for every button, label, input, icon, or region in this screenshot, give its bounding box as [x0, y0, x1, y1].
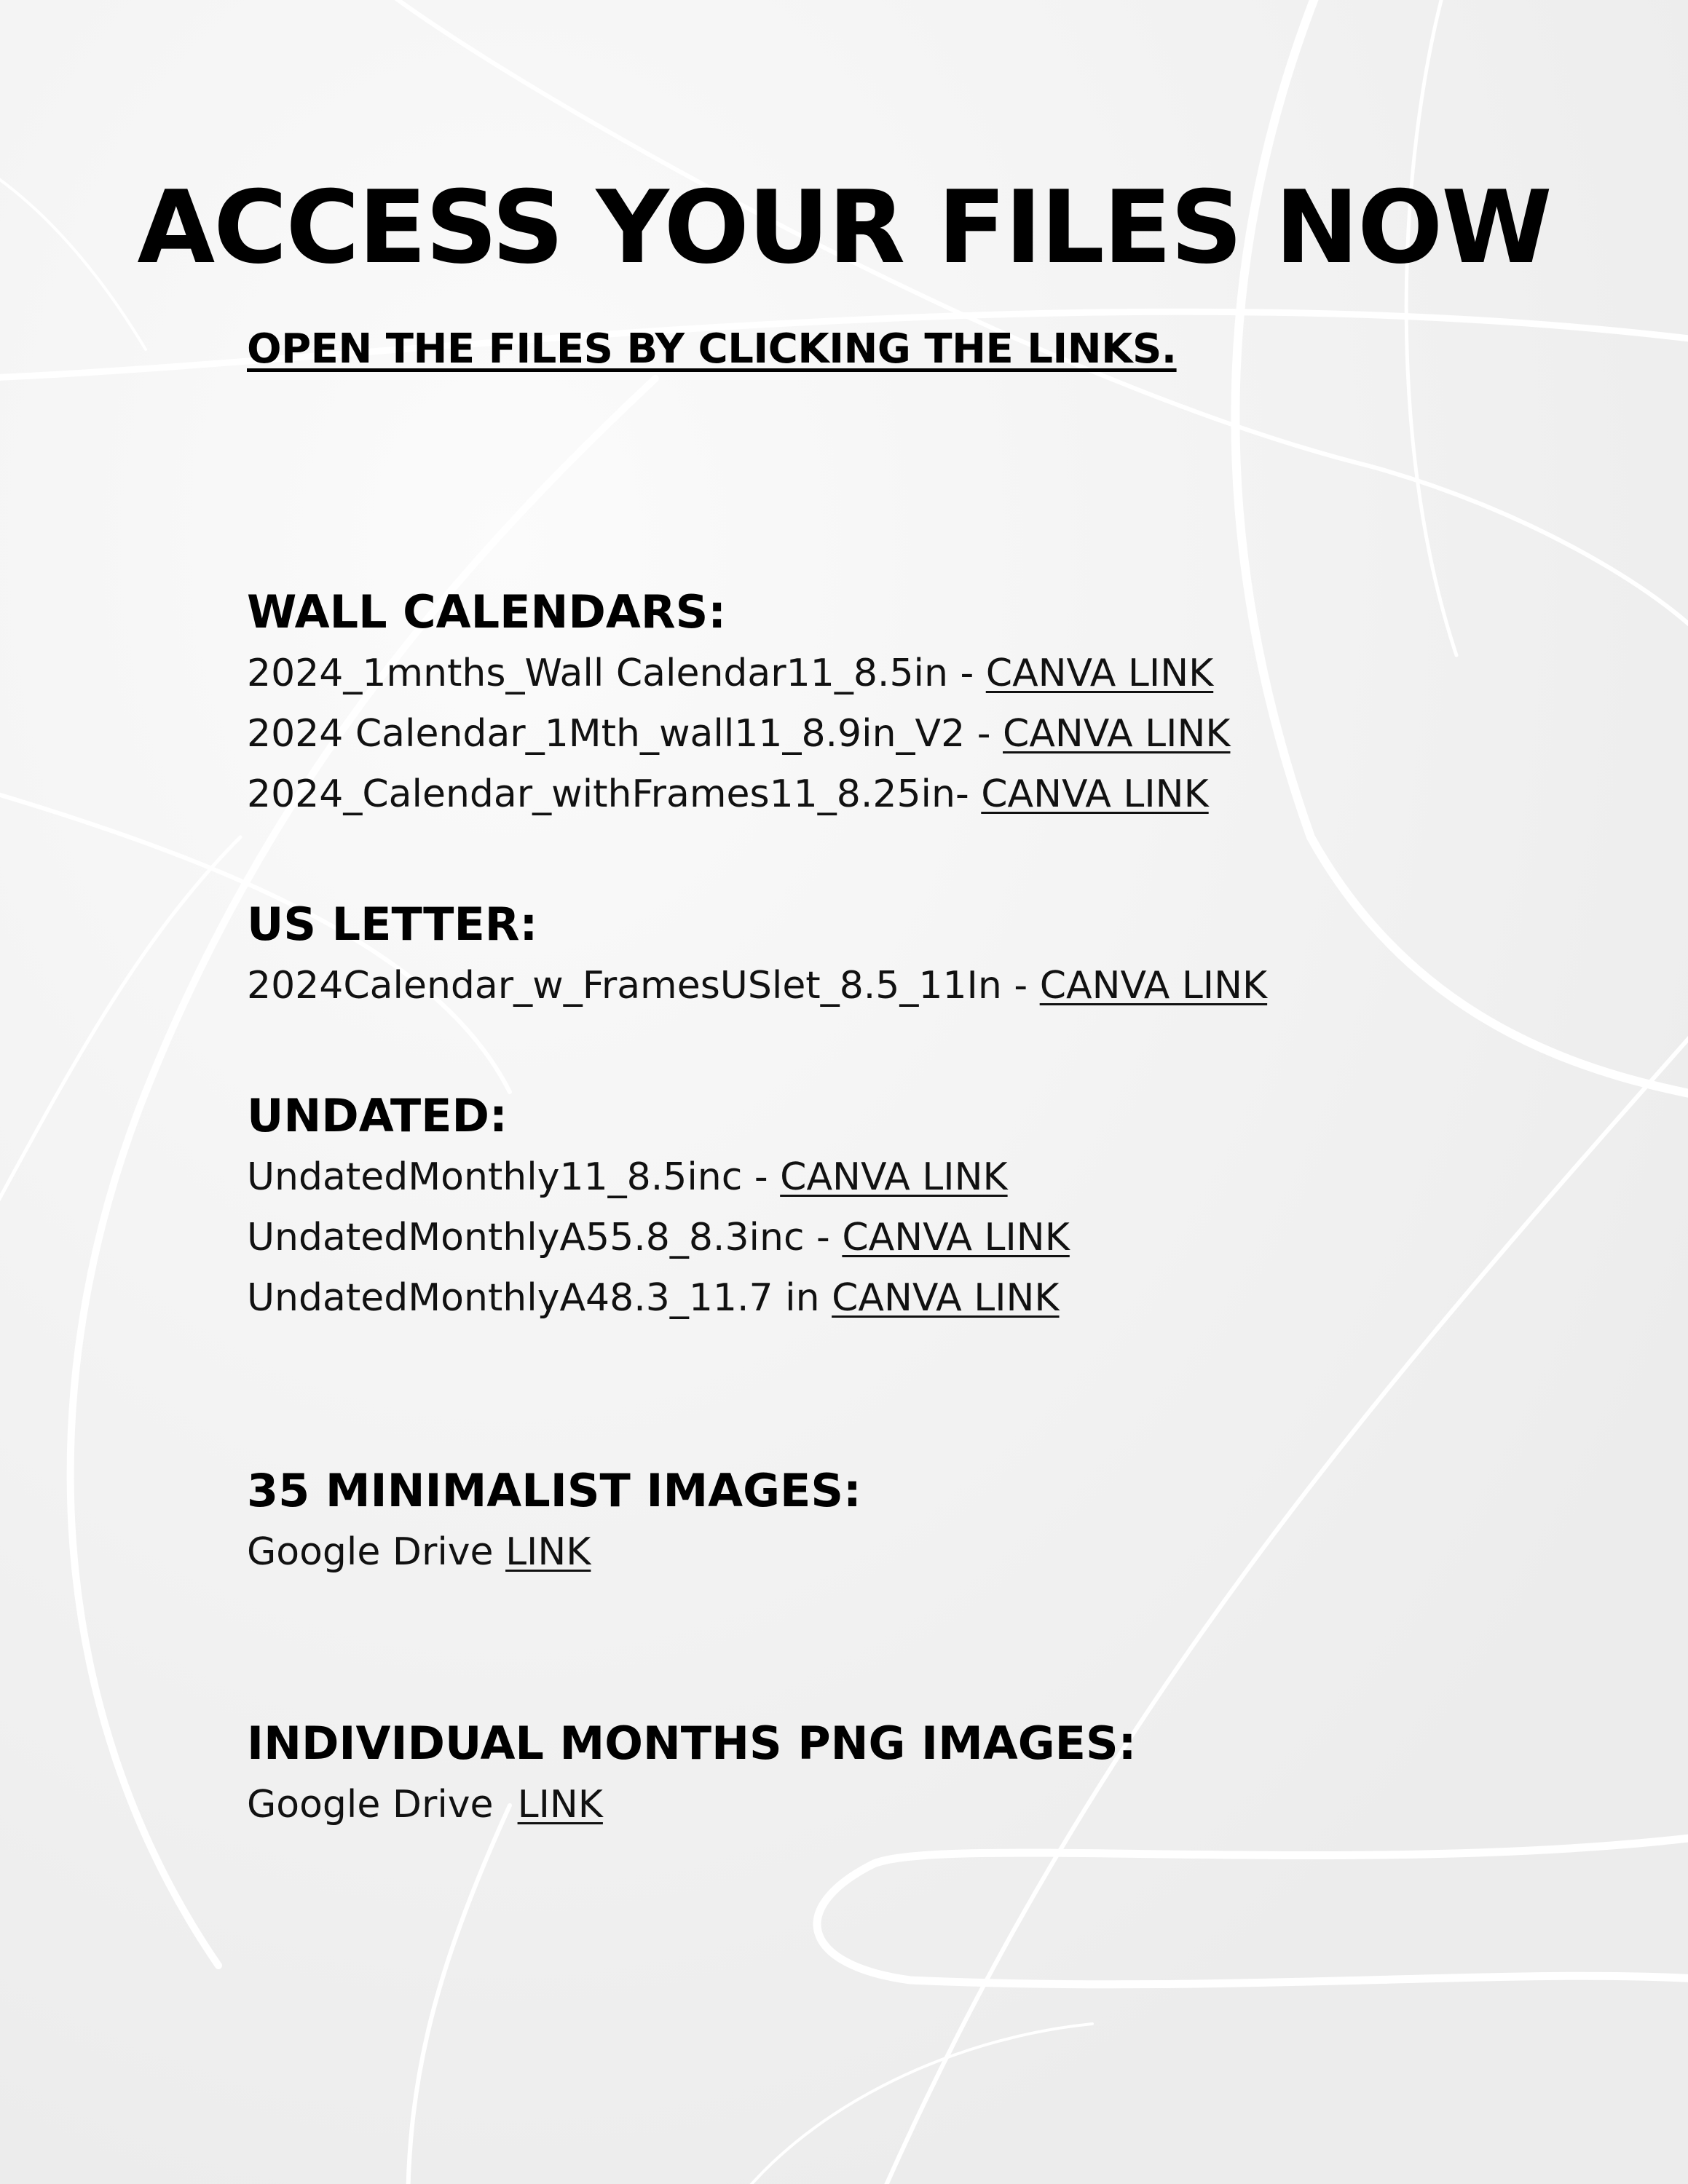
section-wall-calendars [247, 581, 1630, 825]
file-row [247, 764, 1630, 825]
file-name: 2024 Calendar_1Mth_wall11_8.9in_V2 - [247, 712, 1003, 756]
page-title: ACCESS YOUR FILES NOW [137, 169, 1551, 286]
canva-link[interactable]: CANVA LINK [985, 652, 1214, 695]
file-name: 2024Calendar_w_FramesUSlet_8.5_11In - [247, 964, 1040, 1008]
section-heading: UNDATED: [247, 1089, 508, 1142]
section-minimalist-images [247, 1460, 1630, 1583]
google-drive-link[interactable]: LINK [517, 1783, 603, 1827]
canva-link[interactable]: CANVA LINK [981, 772, 1209, 816]
file-row [247, 1522, 1630, 1583]
file-row [247, 1147, 1630, 1208]
canva-link[interactable]: CANVA LINK [832, 1276, 1060, 1320]
file-name: 2024_Calendar_withFrames11_8.25in- [247, 772, 982, 816]
file-row [247, 1775, 1630, 1835]
canva-link[interactable]: CANVA LINK [1003, 712, 1231, 756]
file-row [247, 1208, 1630, 1268]
page-subtitle: OPEN THE FILES BY CLICKING THE LINKS. [247, 325, 1177, 373]
canva-link[interactable]: CANVA LINK [842, 1216, 1070, 1259]
file-name: Google Drive [247, 1783, 518, 1827]
section-undated [247, 1085, 1630, 1329]
file-name: UndatedMonthlyA48.3_11.7 in [247, 1276, 832, 1320]
section-individual-months [247, 1712, 1630, 1835]
section-heading: 35 MINIMALIST IMAGES: [247, 1464, 861, 1517]
section-us-letter [247, 893, 1630, 1016]
file-row [247, 956, 1630, 1016]
section-heading: WALL CALENDARS: [247, 585, 727, 638]
google-drive-link[interactable]: LINK [505, 1530, 591, 1574]
section-heading: INDIVIDUAL MONTHS PNG IMAGES: [247, 1717, 1137, 1770]
file-name: Google Drive [247, 1530, 506, 1574]
file-row [247, 644, 1630, 704]
section-heading: US LETTER: [247, 898, 538, 951]
file-row [247, 704, 1630, 764]
file-name: UndatedMonthly11_8.5inc - [247, 1155, 781, 1199]
canva-link[interactable]: CANVA LINK [780, 1155, 1008, 1199]
file-name: 2024_1mnths_Wall Calendar11_8.5in - [247, 652, 986, 695]
canva-link[interactable]: CANVA LINK [1039, 964, 1268, 1008]
file-row [247, 1268, 1630, 1329]
file-name: UndatedMonthlyA55.8_8.3inc - [247, 1216, 843, 1259]
